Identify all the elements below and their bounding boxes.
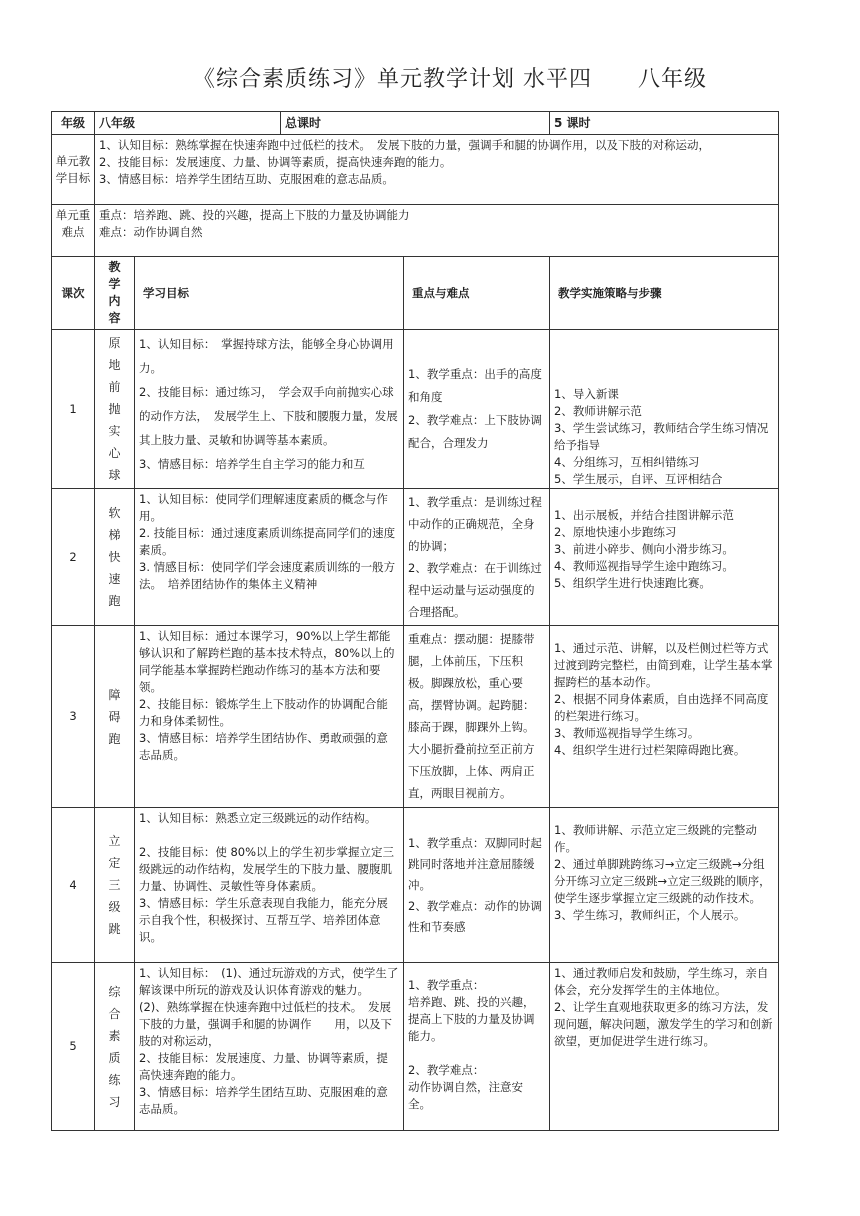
lesson-strategies-text: 1、教师讲解、示范立定三级跳的完整动作。 2、通过单脚跳跨练习→立定三级跳→分组分开练习立定三级跳→立定三级跳的顺序，使学生逐步掌握立定三级跳的动作技术。 3、学生练习，教师纠正，个人展示。 <box>554 823 771 922</box>
lesson-strategies-text: 1、导入新课 2、教师讲解示范 3、学生尝试练习，教师结合学生练习情况给予指导 4、分组练习，互相纠错练习 5、学生展示，自评、互评相结合 <box>554 387 769 486</box>
lesson-content: 立定三级跳 <box>108 834 121 936</box>
lesson-content: 原地前抛实心球 <box>108 336 121 482</box>
lesson-objectives-text: 1、认知目标：使同学们理解速度素质的概念与作用。 2. 技能目标：通过速度素质训练提高同学们的速度素质。 3. 情感目标：使同学们学会速度素质训练的一般方法。 培养团结协作的集体主义精神 <box>139 492 396 591</box>
hours-label: 总课时 <box>281 112 550 135</box>
lesson-strategies <box>550 963 779 1131</box>
column-header-row <box>52 257 779 330</box>
lesson-keypoints <box>404 626 550 808</box>
unit-goals-label: 单元教学目标 <box>52 135 95 205</box>
lesson-keypoints-text: 1、教学重点：出手的高度和角度 2、教学难点：上下肢协调配合，合理发力 <box>408 367 542 450</box>
unit-goal-3: 3、情感目标：培养学生团结互助、克服困难的意志品质。 <box>99 172 394 186</box>
col-lesson: 课次 <box>52 257 95 330</box>
unit-key-2: 难点：动作协调自然 <box>99 225 203 239</box>
unit-keys-label: 单元重难点 <box>52 205 95 257</box>
unit-keys-row <box>52 205 779 257</box>
lesson-objectives <box>135 963 404 1131</box>
grade-row <box>52 112 779 135</box>
col-objectives: 学习目标 <box>135 257 404 330</box>
unit-goals-text <box>95 135 779 205</box>
lesson-keypoints <box>404 489 550 626</box>
lesson-keypoints-text: 1、教学重点：是训练过程中动作的正确规范，全身的协调； 2、教学难点：在于训练过程中运动量与运动强度的合理搭配。 <box>408 495 542 619</box>
lesson-number: 1 <box>52 330 95 489</box>
grade-label: 年级 <box>52 112 95 135</box>
lesson-number: 5 <box>52 963 95 1131</box>
lesson-strategies-text: 1、通过示范、讲解，以及栏侧过栏等方式过渡到跨完整栏，由简到难，让学生基本掌握跨栏的基本动作。 2、根据不同身体素质，自由选择不同高度的栏架进行练习。 3、教师巡视指导学生练习。 4、组织学生进行过栏架障碍跑比赛。 <box>554 641 773 757</box>
lesson-keypoints <box>404 330 550 489</box>
grade-value: 八年级 <box>95 112 281 135</box>
lesson-objectives <box>135 626 404 808</box>
page-title: 《综合素质练习》单元教学计划 水平四 八年级 <box>193 67 707 92</box>
lesson-row <box>52 330 779 489</box>
unit-plan-table <box>51 111 779 1131</box>
unit-key-1: 重点：培养跑、跳、投的兴趣，提高上下肢的力量及协调能力 <box>99 208 410 222</box>
lesson-row <box>52 489 779 626</box>
lesson-row <box>52 626 779 808</box>
lesson-objectives-text: 1、认知目标： 掌握持球方法，能够全身心协调用力。 2、技能目标：通过练习， 学会双手向前抛实心球的动作方法， 发展学生上、下肢和腰腹力量，发展其上肢力量、灵敏和协调等基本素质。 3、情感目标：培养学生自主学习的能力和互 <box>139 337 398 471</box>
lesson-number: 2 <box>52 489 95 626</box>
lesson-content: 障碍跑 <box>108 687 121 746</box>
lesson-keypoints-text: 1、教学重点：双脚同时起跳同时落地并注意屈膝缓冲。 2、教学难点：动作的协调性和节奏感 <box>408 835 542 934</box>
lesson-content: 综合素质练习 <box>108 984 121 1109</box>
unit-goal-1: 1、认知目标：熟练掌握在快速奔跑中过低栏的技术。 发展下肢的力量，强调手和腿的协调作用，以及下肢的对称运动， <box>99 138 711 152</box>
lesson-keypoints <box>404 808 550 963</box>
lesson-objectives-text: 1、认知目标：熟悉立定三级跳远的动作结构。 2、技能目标：使 80%以上的学生初步掌握立定三级跳远的动作结构，发展学生的下肢力量、腰腹肌力量、协调性、灵敏性等身体素质。 3、情感目标：学生乐意表现自我能力，能充分展示自我个性，积极探讨、互帮互学、培养团体意识。 <box>139 811 395 944</box>
unit-goals-row <box>52 135 779 205</box>
col-keypoints: 重点与难点 <box>404 257 550 330</box>
col-strategies: 教学实施策略与步骤 <box>550 257 779 330</box>
lesson-objectives-text: 1、认知目标： (1)、通过玩游戏的方式，使学生了解该课中所玩的游戏及认识体育游戏的魅力。 (2)、熟练掌握在快速奔跑中过低栏的技术。 发展下肢的力量，强调手和腿的协调作 用，以及下肢的对称运动， 2、技能目标：发展速度、力量、协调等素质，提高快速奔跑的能力。 3、情感目标：培养学生团结互助、克服困难的意志品质。 <box>139 966 399 1116</box>
lesson-keypoints-text: 重难点：摆动腿：提膝带腿，上体前压，下压积极。脚踝放松，重心要高，摆臂协调。起跨腿：膝高于踝，脚踝外上钩。大小腿折叠前拉至正前方下压放脚，上体、两肩正直，两眼目视前方。 <box>408 632 535 800</box>
lesson-strategies <box>550 330 779 489</box>
lesson-strategies-text: 1、通过教师启发和鼓励，学生练习，亲自体会，充分发挥学生的主体地位。 2、让学生直观地获取更多的练习方法，发现问题，解决问题，激发学生的学习和创新欲望，更加促进学生进行练习。 <box>554 966 773 1048</box>
lesson-strategies <box>550 626 779 808</box>
lesson-objectives-text: 1、认知目标：通过本课学习，90%以上学生都能够认识和了解跨栏跑的基本技术特点，80%以上的同学能基本掌握跨栏跑动作练习的基本方法和要领。 2、技能目标：锻炼学生上下肢动作的协调配合能力和身体柔韧性。 3、情感目标：培养学生团结协作、勇敢顽强的意志品质。 <box>139 629 395 762</box>
lesson-objectives <box>135 808 404 963</box>
lesson-strategies-text: 1、出示展板，并结合挂图讲解示范 2、原地快速小步跑练习 3、前进小碎步、侧向小滑步练习。 4、教师巡视指导学生途中跑练习。 5、组织学生进行快速跑比赛。 <box>554 508 734 590</box>
lesson-number: 4 <box>52 808 95 963</box>
lesson-strategies <box>550 808 779 963</box>
lesson-keypoints <box>404 963 550 1131</box>
lesson-row <box>52 808 779 963</box>
lesson-keypoints-text: 1、教学重点： 培养跑、跳、投的兴趣，提高上下肢的力量及协调能力。 2、教学难点： 动作协调自然，注意安全。 <box>408 978 535 1111</box>
col-content: 教学内容 <box>108 260 121 325</box>
lesson-strategies <box>550 489 779 626</box>
lesson-objectives <box>135 489 404 626</box>
lesson-number: 3 <box>52 626 95 808</box>
lesson-row <box>52 963 779 1131</box>
unit-keys-text <box>95 205 779 257</box>
lesson-objectives <box>135 330 404 489</box>
hours-value: 5 课时 <box>550 112 779 135</box>
unit-goal-2: 2、技能目标：发展速度、力量、协调等素质，提高快速奔跑的能力。 <box>99 155 452 169</box>
lesson-content: 软梯快速跑 <box>108 506 121 608</box>
